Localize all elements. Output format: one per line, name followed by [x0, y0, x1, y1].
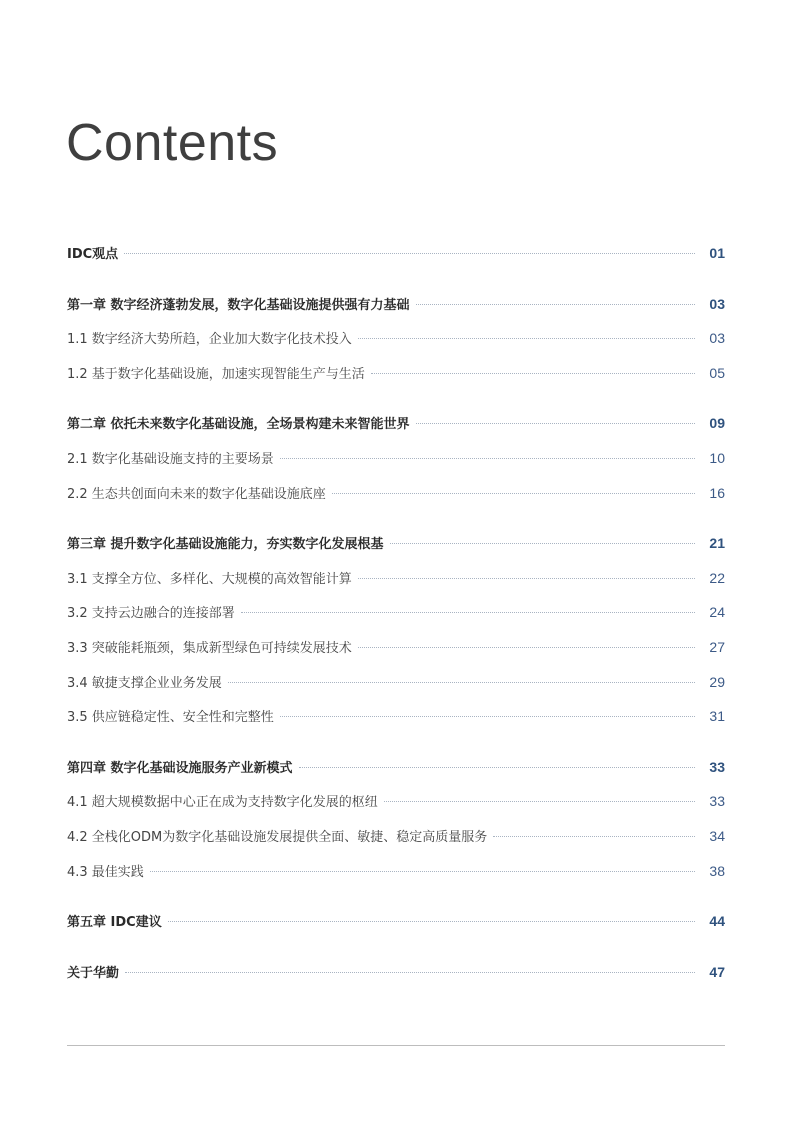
toc-entry-label: 第一章 数字经济蓬勃发展，数字化基础设施提供强有力基础: [67, 297, 410, 313]
toc-entry-label: 3.5 供应链稳定性、安全性和完整性: [67, 710, 274, 726]
toc-entry-label: 3.4 敏捷支撑企业业务发展: [67, 675, 222, 691]
dot-leader: [150, 870, 695, 872]
dot-leader: [390, 542, 695, 544]
toc-entry-label: 4.2 全栈化ODM为数字化基础设施发展提供全面、敏捷、稳定高质量服务: [67, 829, 488, 845]
dot-leader: [416, 422, 695, 424]
toc-entry-section-3-5[interactable]: [67, 699, 725, 734]
toc-entry-page: 21: [709, 535, 725, 552]
toc-entry-label: 4.1 超大规模数据中心正在成为支持数字化发展的枢纽: [67, 795, 378, 811]
toc-entry-label: 2.1 数字化基础设施支持的主要场景: [67, 451, 274, 467]
toc-entry-page: 33: [709, 793, 725, 810]
toc-entry-section-2-1[interactable]: [67, 441, 725, 476]
toc-entry-section-3-1[interactable]: [67, 561, 725, 596]
toc-entry-section-1-2[interactable]: [67, 356, 725, 391]
toc-entry-chapter-4[interactable]: [67, 750, 725, 785]
dot-leader: [493, 835, 695, 837]
toc-entry-label: 关于华勤: [67, 965, 120, 981]
toc-entry-page: 22: [709, 569, 725, 586]
toc-entry-page: 24: [709, 604, 725, 621]
spacer: [67, 888, 725, 904]
toc-entry-page: 03: [709, 330, 725, 347]
dot-leader: [299, 766, 695, 768]
toc-entry-section-2-2[interactable]: [67, 476, 725, 511]
toc-entry-label: 第二章 依托未来数字化基础设施，全场景构建未来智能世界: [67, 417, 410, 433]
toc-entry-label: 第四章 数字化基础设施服务产业新模式: [67, 760, 293, 776]
table-of-contents: [67, 236, 725, 989]
toc-entry-label: IDC观点: [67, 247, 119, 262]
toc-entry-page: 31: [709, 708, 725, 725]
dot-leader: [384, 800, 695, 802]
spacer: [67, 734, 725, 750]
dot-leader: [416, 303, 695, 305]
toc-entry-chapter-2[interactable]: [67, 406, 725, 441]
spacer: [67, 390, 725, 406]
dot-leader: [358, 646, 695, 648]
dot-leader: [358, 337, 695, 339]
toc-entry-chapter-5[interactable]: [67, 904, 725, 939]
toc-entry-label: 2.2 生态共创面向未来的数字化基础设施底座: [67, 486, 326, 502]
toc-entry-section-4-3[interactable]: [67, 854, 725, 889]
dot-leader: [358, 577, 695, 579]
toc-entry-page: 03: [709, 295, 725, 312]
toc-entry-page: 16: [709, 484, 725, 501]
dot-leader: [280, 715, 695, 717]
toc-entry-about[interactable]: [67, 955, 725, 990]
toc-entry-page: 38: [709, 862, 725, 879]
dot-leader: [280, 457, 695, 459]
toc-entry-page: 33: [709, 758, 725, 775]
dot-leader: [228, 681, 695, 683]
toc-entry-section-1-1[interactable]: [67, 321, 725, 356]
toc-entry-label: 1.2 基于数字化基础设施，加速实现智能生产与生活: [67, 366, 365, 382]
dot-leader: [168, 920, 695, 922]
toc-entry-label: 1.1 数字经济大势所趋，企业加大数字化技术投入: [67, 332, 352, 348]
dot-leader: [371, 372, 695, 374]
toc-entry-section-4-2[interactable]: [67, 819, 725, 854]
dot-leader: [332, 492, 695, 494]
toc-entry-section-4-1[interactable]: [67, 784, 725, 819]
toc-entry-label: 3.2 支持云边融合的连接部署: [67, 606, 235, 622]
toc-entry-section-3-4[interactable]: [67, 665, 725, 700]
toc-entry-page: 44: [709, 913, 725, 930]
dot-leader: [125, 971, 695, 973]
toc-entry-label: 第三章 提升数字化基础设施能力，夯实数字化发展根基: [67, 537, 384, 553]
toc-entry-page: 09: [709, 415, 725, 432]
page-title: Contents: [66, 114, 279, 172]
toc-entry-page: 01: [709, 245, 725, 261]
toc-entry-label: 3.3 突破能耗瓶颈，集成新型绿色可持续发展技术: [67, 640, 352, 656]
footer-divider: [67, 1045, 725, 1046]
toc-entry-page: 29: [709, 673, 725, 690]
toc-entry-label: 3.1 支撑全方位、多样化、大规模的高效智能计算: [67, 571, 352, 587]
dot-leader: [241, 611, 695, 613]
toc-entry-page: 05: [709, 364, 725, 381]
spacer: [67, 271, 725, 287]
toc-entry-idc-viewpoint[interactable]: [67, 236, 725, 271]
toc-entry-page: 27: [709, 638, 725, 655]
dot-leader: [124, 252, 695, 254]
spacer: [67, 510, 725, 526]
toc-entry-page: 47: [709, 963, 725, 980]
toc-entry-chapter-3[interactable]: [67, 526, 725, 561]
toc-entry-page: 10: [709, 449, 725, 466]
spacer: [67, 939, 725, 955]
toc-entry-section-3-3[interactable]: [67, 630, 725, 665]
toc-entry-section-3-2[interactable]: [67, 595, 725, 630]
toc-entry-chapter-1[interactable]: [67, 287, 725, 322]
toc-entry-label: 第五章 IDC建议: [67, 915, 162, 931]
toc-entry-page: 34: [709, 827, 725, 844]
toc-entry-label: 4.3 最佳实践: [67, 864, 144, 880]
